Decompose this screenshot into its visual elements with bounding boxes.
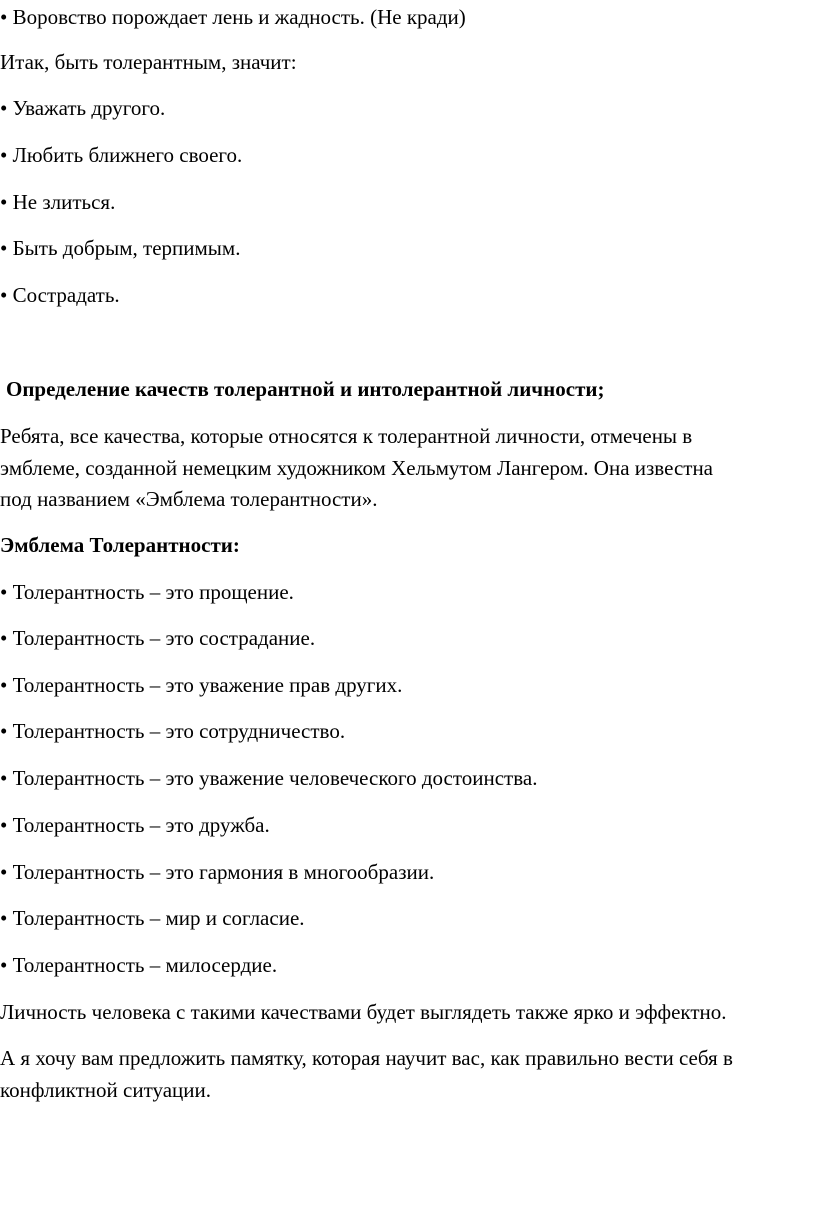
list-item: • Не злиться.	[0, 190, 116, 214]
section-heading: Определение качеств толерантной и интолерантной личности;	[6, 377, 605, 401]
list-item: • Сострадать.	[0, 283, 120, 307]
list-item-stealing: • Воровство порождает лень и жадность. (Не кради)	[0, 5, 466, 29]
intro-text: Итак, быть толерантным, значит:	[0, 50, 297, 74]
emblem-heading: Эмблема Толерантности:	[0, 533, 240, 557]
emblem-list-item: • Толерантность – это уважение прав других.	[0, 673, 403, 697]
paragraph-line: конфликтной ситуации.	[0, 1078, 211, 1102]
list-item: • Уважать другого.	[0, 96, 166, 120]
paragraph-line: Ребята, все качества, которые относятся к толерантной личности, отмечены в	[0, 424, 693, 448]
list-item: • Быть добрым, терпимым.	[0, 236, 241, 260]
emblem-list-item: • Толерантность – это прощение.	[0, 580, 294, 604]
closing-text: Личность человека с такими качествами будет выглядеть также ярко и эффектно.	[0, 1000, 727, 1024]
emblem-list-item: • Толерантность – это сострадание.	[0, 626, 316, 650]
emblem-list-item: • Толерантность – это гармония в многообразии.	[0, 860, 435, 884]
emblem-list-item: • Толерантность – это сотрудничество.	[0, 719, 346, 743]
emblem-list-item: • Толерантность – милосердие.	[0, 953, 278, 977]
emblem-list-item: • Толерантность – это уважение человеческого достоинства.	[0, 766, 538, 790]
paragraph-line: эмблеме, созданной немецким художником Хельмутом Лангером. Она известна	[0, 456, 714, 480]
paragraph-line: А я хочу вам предложить памятку, которая научит вас, как правильно вести себя в	[0, 1046, 733, 1070]
emblem-list-item: • Толерантность – это дружба.	[0, 813, 270, 837]
paragraph-line: под названием «Эмблема толерантности».	[0, 487, 378, 511]
emblem-list-item: • Толерантность – мир и согласие.	[0, 906, 305, 930]
list-item: • Любить ближнего своего.	[0, 143, 243, 167]
